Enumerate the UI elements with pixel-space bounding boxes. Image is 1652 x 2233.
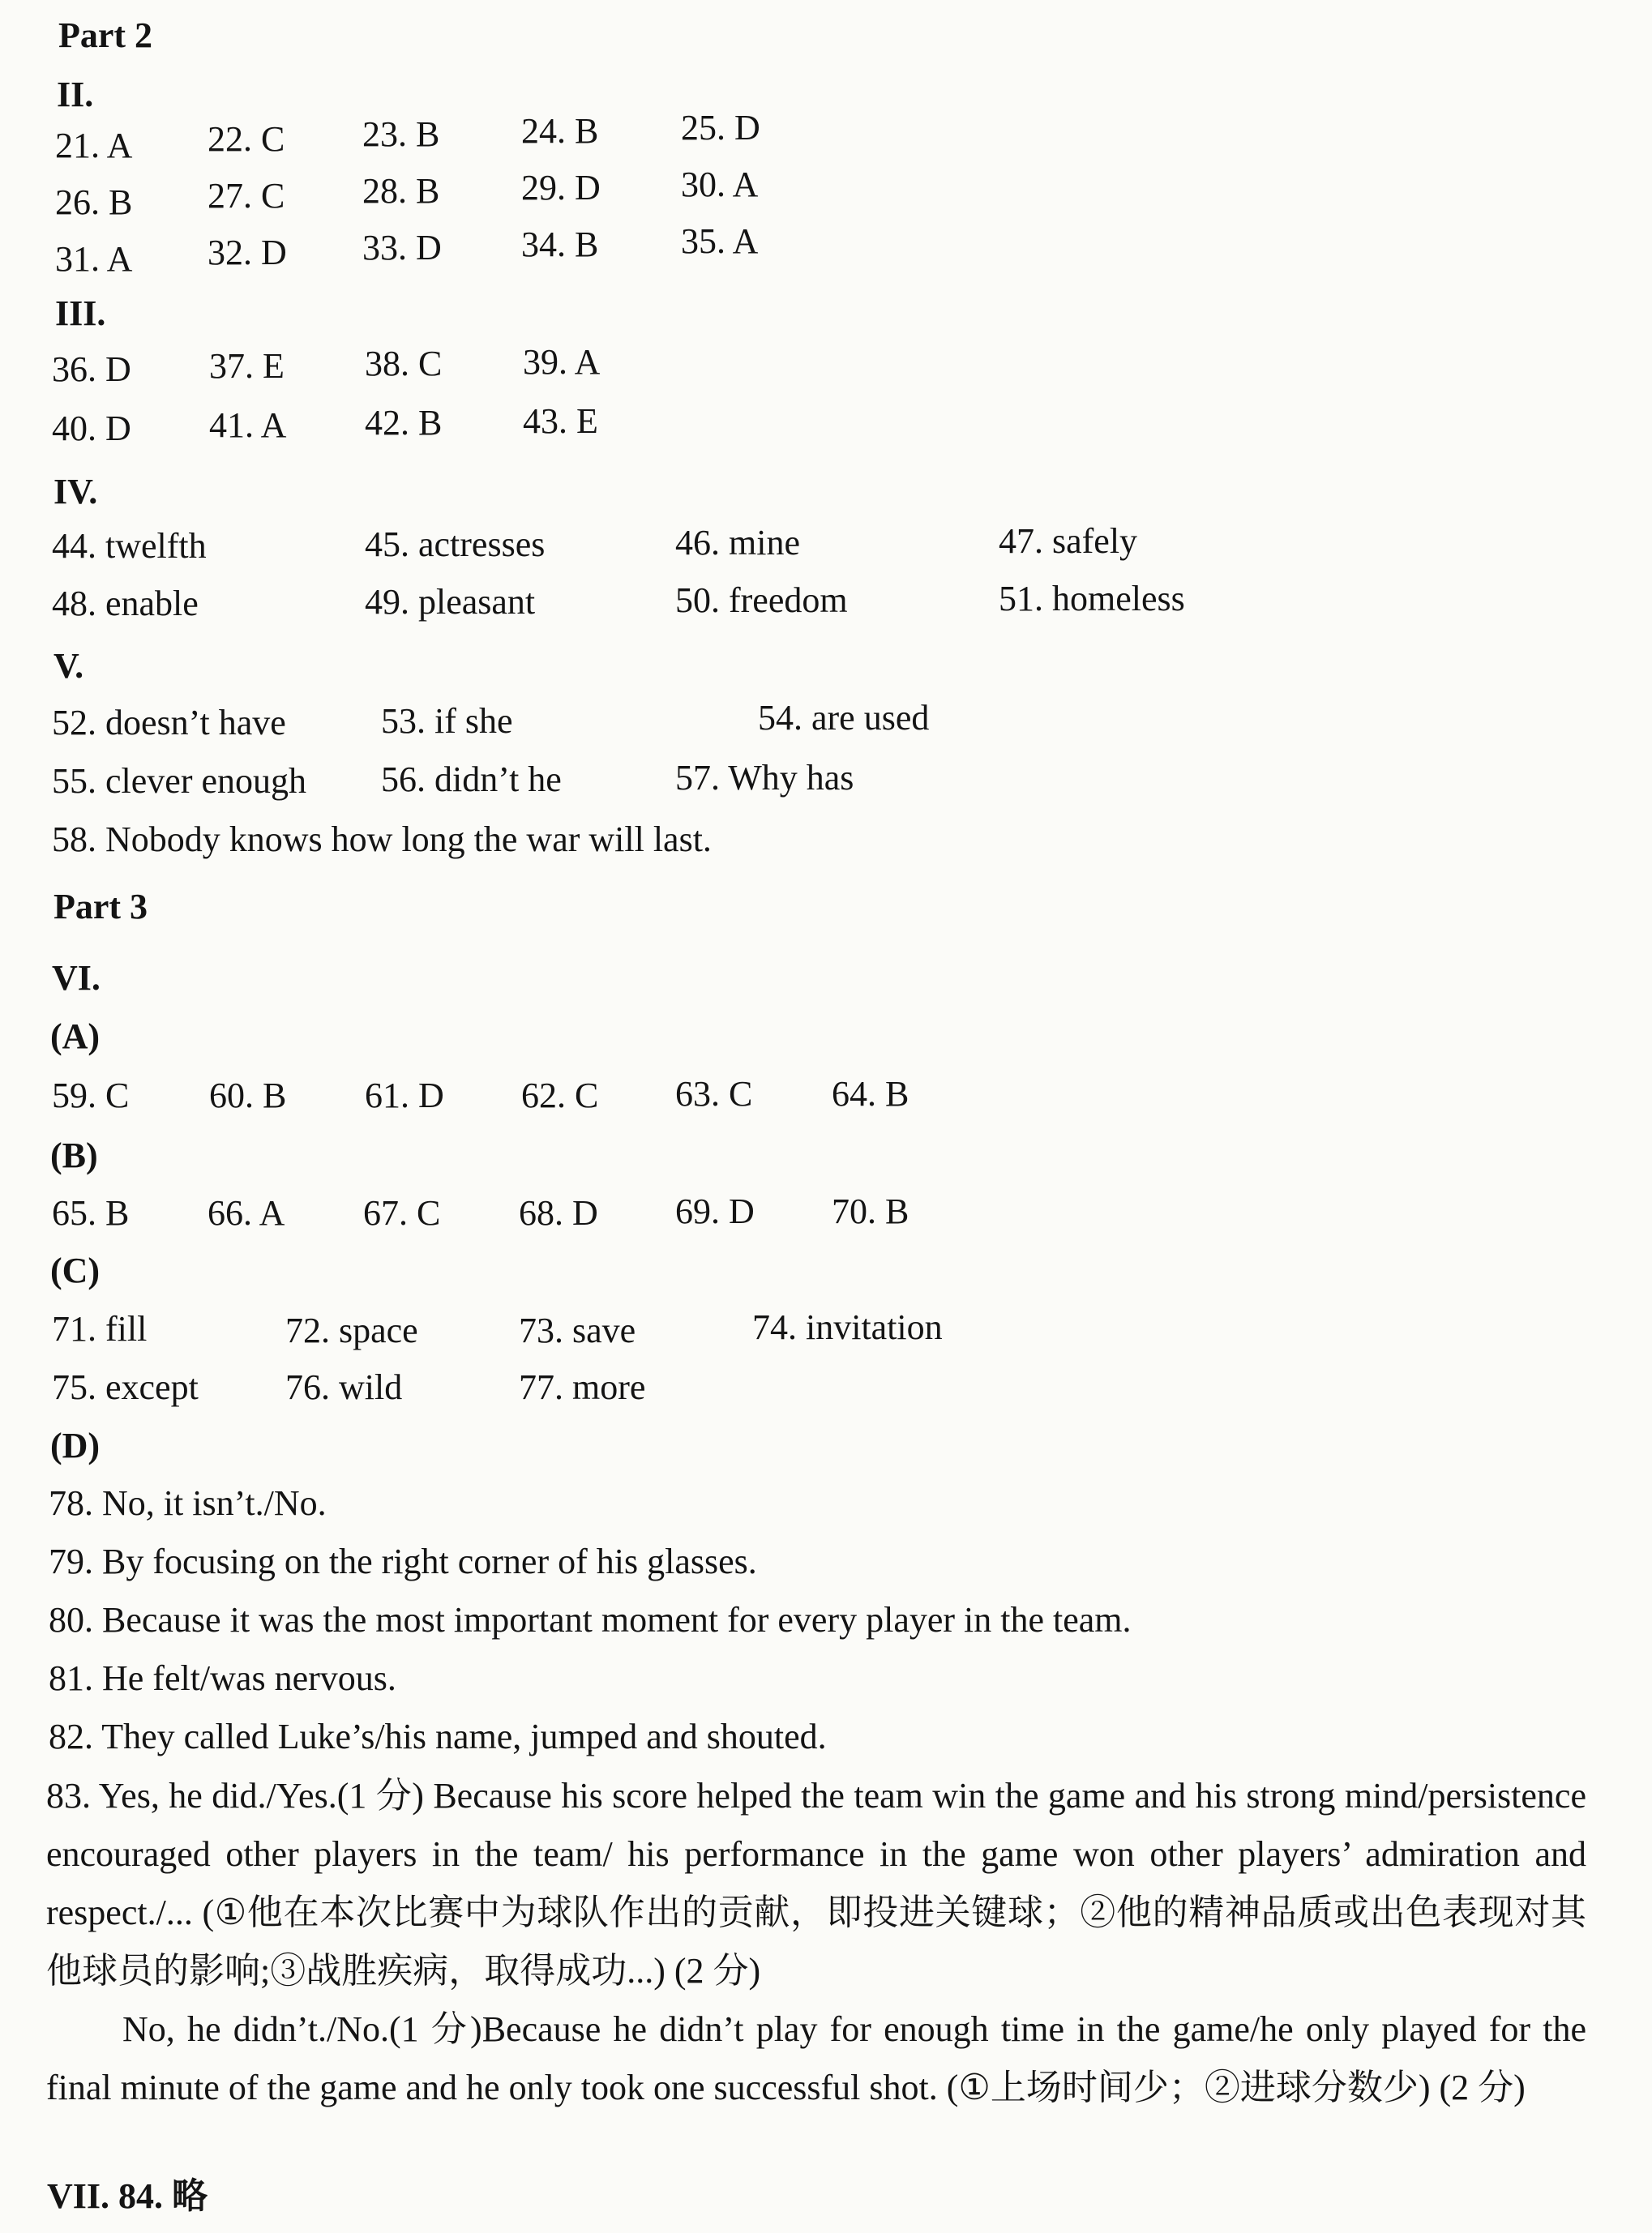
- section-iv-heading: IV.: [53, 472, 98, 511]
- answer-item: 22. C: [208, 119, 285, 159]
- answer-83-block: [46, 1767, 1586, 2117]
- answer-item: 41. A: [209, 405, 287, 445]
- answer-item: 47. safely: [999, 521, 1138, 561]
- answer-item: 60. B: [209, 1076, 287, 1115]
- answer-item: 55. clever enough: [52, 761, 306, 801]
- subsection-b-heading: (B): [50, 1136, 98, 1175]
- section-iii-heading: III.: [55, 293, 106, 333]
- answer-item: 40. D: [52, 409, 131, 448]
- section-v-heading: V.: [53, 646, 84, 686]
- answer-item: 69. D: [675, 1191, 755, 1231]
- answer-item: 39. A: [523, 342, 601, 382]
- answer-item: 63. C: [675, 1074, 753, 1114]
- answer-item: 72. space: [285, 1311, 418, 1350]
- answer-item: 49. pleasant: [365, 582, 536, 622]
- answer-item: 71. fill: [52, 1309, 148, 1349]
- answer-item: 70. B: [832, 1191, 909, 1231]
- answer-item: 35. A: [681, 221, 759, 261]
- answer-item: 59. C: [52, 1076, 130, 1115]
- answer-item: 29. D: [521, 168, 601, 207]
- answer-item: 24. B: [521, 111, 599, 151]
- answer-83-yes: 83. Yes, he did./Yes.(1 分) Because his score helped the team win the game and his strong mind/persistence encouraged other players in the team/ his performance in the game won other players’ admiration and respect./... (①他在本次比赛中为球队作出的贡献，即投进关键球；②他的精神品质或出色表现对其他球员的影响;③战胜疾病，取得成功...) (2 分): [46, 1776, 1586, 1991]
- answer-item: 23. B: [362, 114, 440, 154]
- answer-item: 65. B: [52, 1193, 130, 1233]
- answer-item: 64. B: [832, 1074, 909, 1114]
- answer-item: 66. A: [208, 1193, 285, 1233]
- answer-item: 43. E: [523, 401, 598, 441]
- answer-item: 27. C: [208, 176, 285, 216]
- answer-item: 73. save: [519, 1311, 636, 1350]
- answer-item: 36. D: [52, 349, 131, 389]
- answer-item: 48. enable: [52, 584, 199, 623]
- answer-item: 51. homeless: [999, 579, 1185, 618]
- answer-item: 33. D: [362, 228, 442, 267]
- section-ii-heading: II.: [57, 75, 94, 114]
- answer-item: 76. wild: [285, 1367, 403, 1407]
- answer-item: 32. D: [208, 233, 287, 272]
- answer-item: 74. invitation: [752, 1307, 943, 1347]
- answer-item: 54. are used: [758, 698, 930, 738]
- answer-item: 25. D: [681, 108, 760, 148]
- section-vi-heading: VI.: [52, 958, 101, 998]
- answer-item: 28. B: [362, 171, 440, 211]
- answer-item: 56. didn’t he: [381, 759, 562, 799]
- answer-item: 68. D: [519, 1193, 598, 1233]
- answer-item: 26. B: [55, 182, 133, 222]
- answer-line: 81. He felt/was nervous.: [49, 1658, 396, 1698]
- answer-item: 50. freedom: [675, 580, 848, 620]
- answer-line: 82. They called Luke’s/his name, jumped and shouted.: [49, 1717, 827, 1756]
- answer-item: 61. D: [365, 1076, 444, 1115]
- answer-line: 80. Because it was the most important moment for every player in the team.: [49, 1600, 1132, 1640]
- answer-item: 38. C: [365, 344, 443, 383]
- answer-item: 62. C: [521, 1076, 599, 1115]
- answer-item: 34. B: [521, 225, 599, 264]
- answer-item: 42. B: [365, 403, 443, 443]
- section-vii-line: VII. 84. 略: [47, 2176, 208, 2216]
- subsection-c-heading: (C): [50, 1251, 101, 1290]
- answer-item: 31. A: [55, 239, 133, 279]
- answer-item: 67. C: [363, 1193, 441, 1233]
- answer-line: 79. By focusing on the right corner of his glasses.: [49, 1542, 757, 1581]
- answer-item: 30. A: [681, 165, 759, 204]
- part3-heading: Part 3: [53, 887, 148, 926]
- answer-item: 46. mine: [675, 523, 800, 563]
- answer-83-no: No, he didn’t./No.(1 分)Because he didn’t play for enough time in the game/he only played for the final minute of the game and he only took one successful shot. (①上场时间少；②进球分数少) (2 分): [46, 2009, 1586, 2107]
- part2-heading: Part 2: [58, 15, 153, 55]
- answer-item: 75. except: [52, 1367, 199, 1407]
- answer-item: 37. E: [209, 346, 285, 386]
- subsection-a-heading: (A): [50, 1016, 101, 1056]
- answer-item: 44. twelfth: [52, 526, 207, 566]
- answer-item: 77. more: [519, 1367, 646, 1407]
- answer-item: 45. actresses: [365, 524, 546, 564]
- answer-item: 52. doesn’t have: [52, 703, 286, 742]
- answer-line: 58. Nobody knows how long the war will last.: [52, 819, 712, 859]
- answer-item: 21. A: [55, 126, 133, 165]
- subsection-d-heading: (D): [50, 1426, 101, 1465]
- answer-line: 78. No, it isn’t./No.: [49, 1483, 327, 1523]
- answer-item: 53. if she: [381, 701, 513, 741]
- answer-item: 57. Why has: [675, 758, 854, 798]
